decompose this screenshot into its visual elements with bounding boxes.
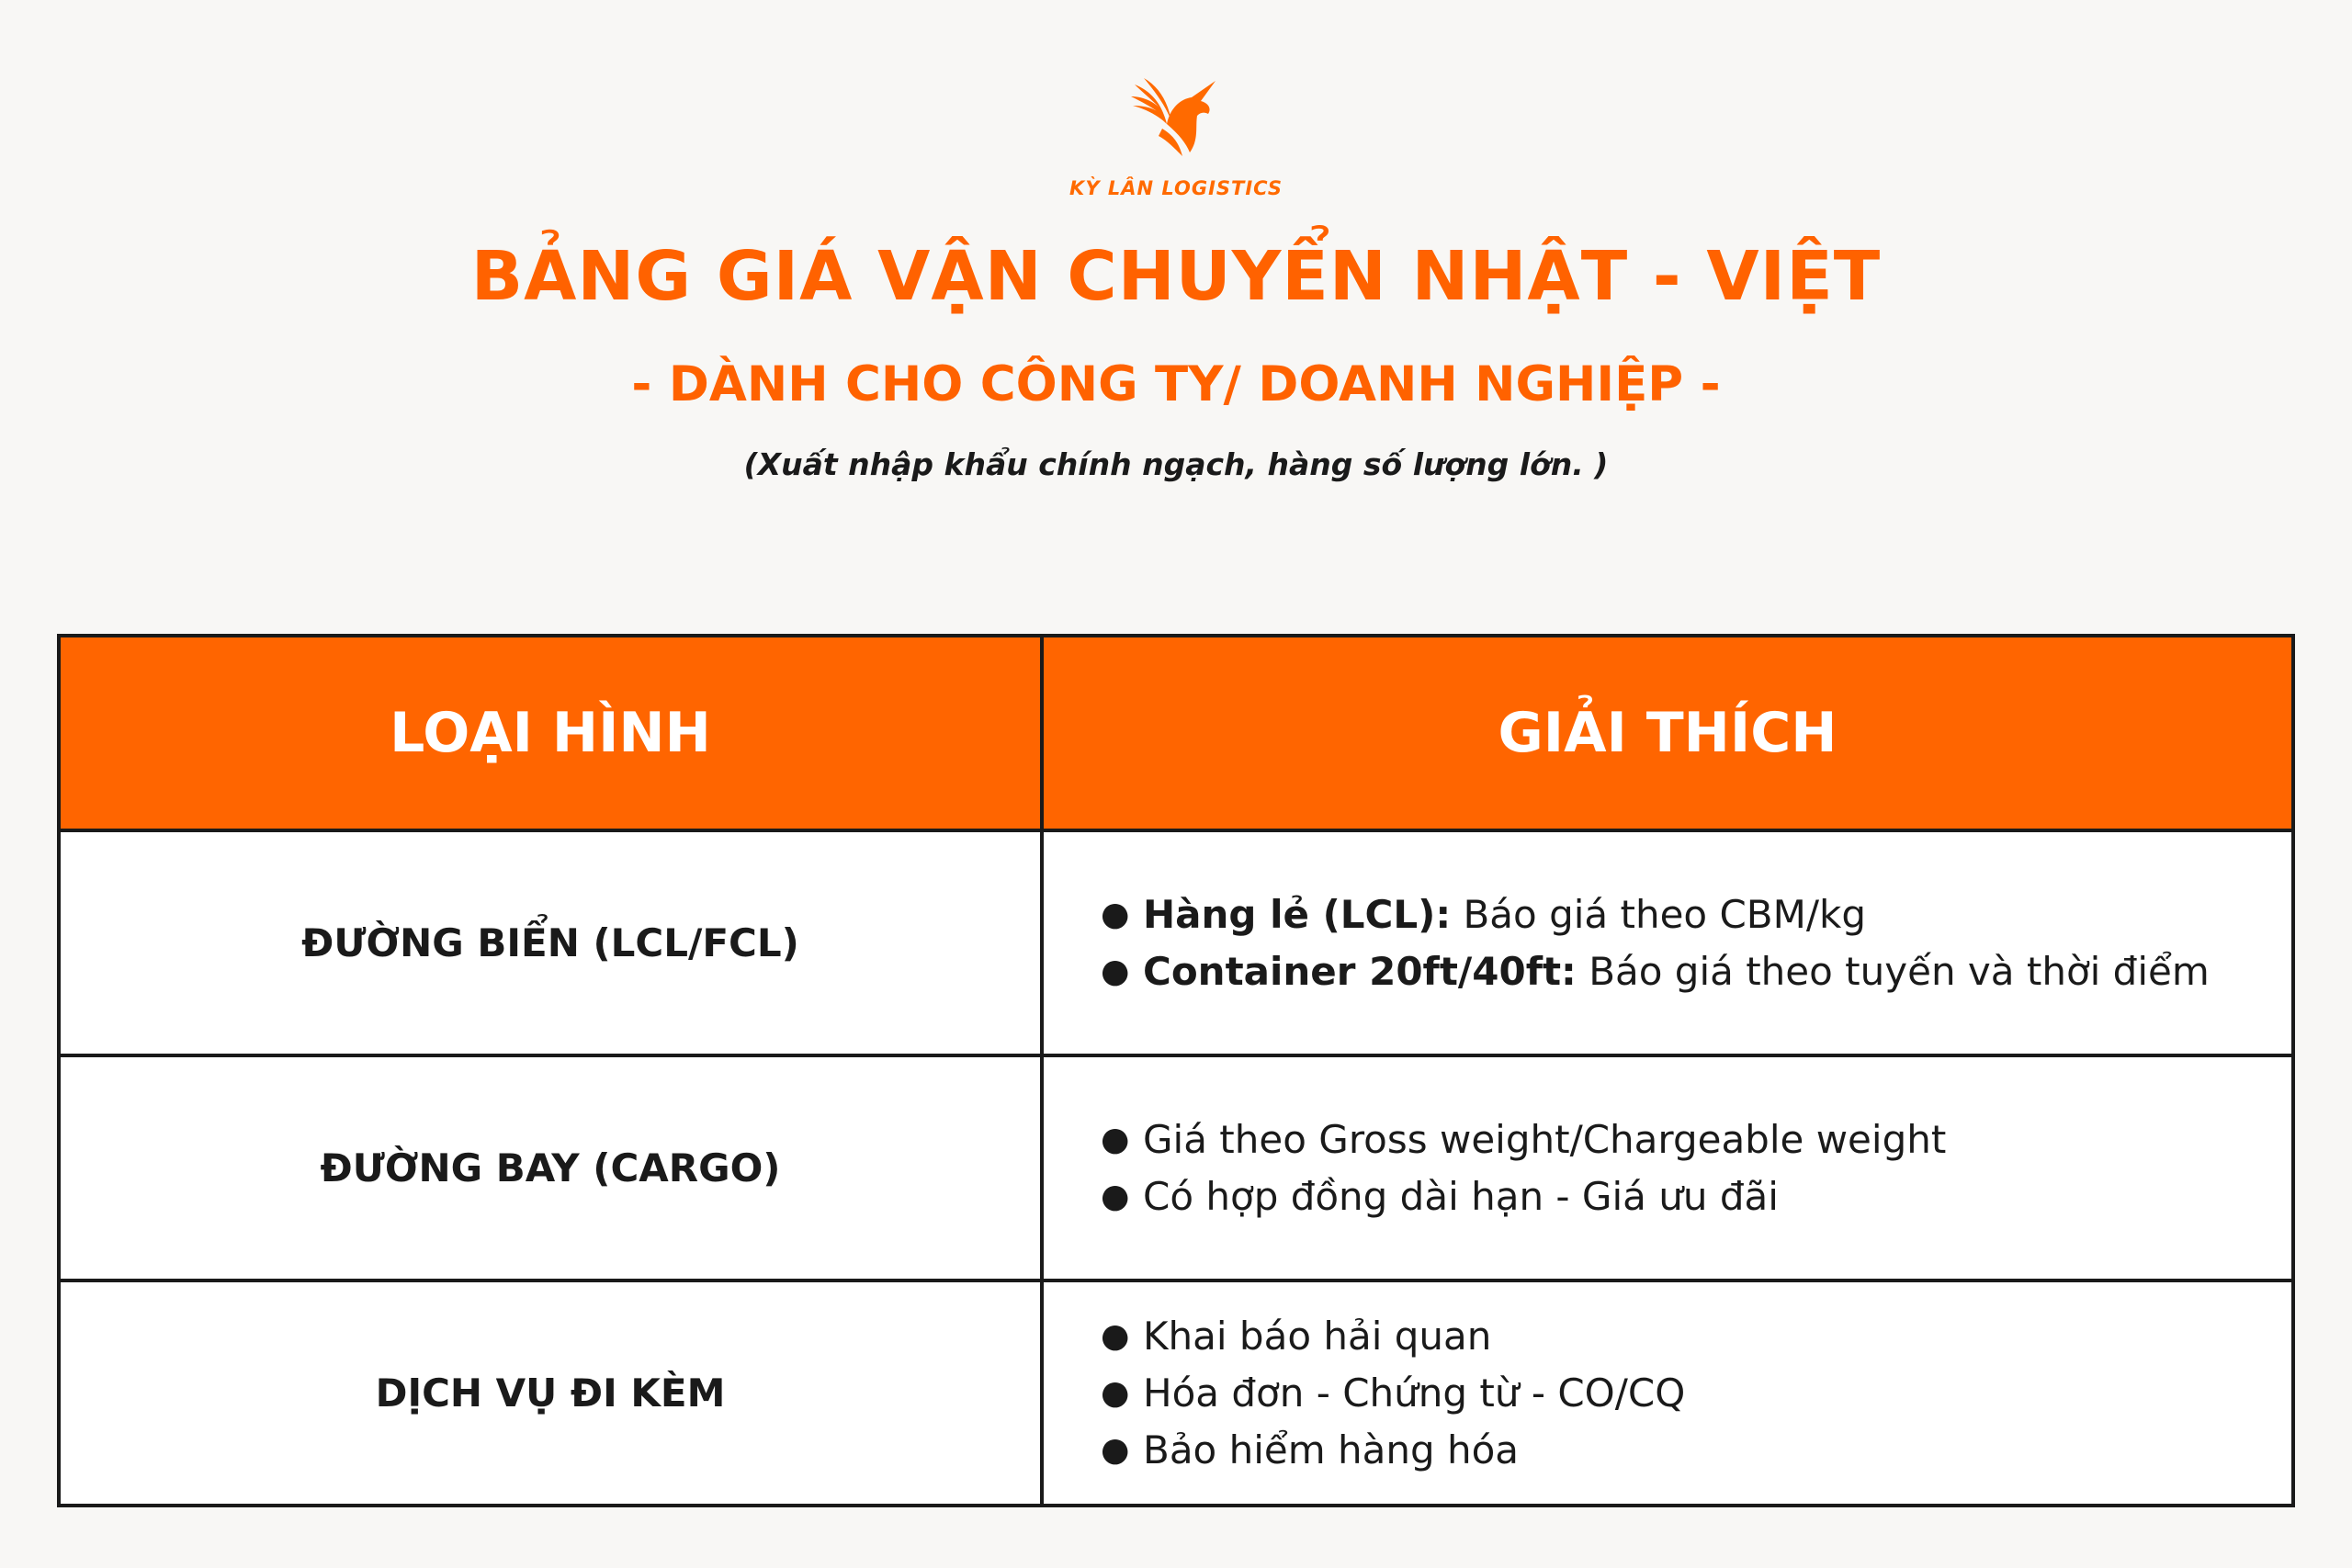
bullet-icon: ●: [1101, 1177, 1130, 1215]
item-bold-label: Hàng lẻ (LCL):: [1143, 891, 1452, 937]
list-item: [1101, 886, 2291, 943]
table-row: [59, 830, 2293, 1055]
item-text: Bảo hiểm hàng hóa: [1143, 1427, 1520, 1472]
item-text: Có hợp đồng dài hạn - Giá ưu đãi: [1143, 1173, 1779, 1219]
page-note: (Xuất nhập khẩu chính ngạch, hàng số lượng lớn. ): [743, 446, 1609, 482]
column-header-type: LOẠI HÌNH: [59, 636, 1042, 830]
list-item: [1101, 1111, 2291, 1168]
table-row: [59, 1280, 2293, 1506]
item-text: Báo giá theo tuyến và thời điểm: [1576, 948, 2210, 994]
row-description: [1042, 830, 2293, 1055]
bullet-icon: ●: [1101, 1373, 1130, 1412]
description-list: [1101, 1111, 2291, 1225]
item-text: Giá theo Gross weight/Chargeable weight: [1143, 1116, 1947, 1162]
page-subtitle: - DÀNH CHO CÔNG TY/ DOANH NGHIỆP -: [631, 356, 1721, 412]
item-text: Hóa đơn - Chứng từ - CO/CQ: [1143, 1370, 1686, 1416]
list-item: [1101, 943, 2291, 1000]
list-item: [1101, 1168, 2291, 1225]
row-type-services: DỊCH VỤ ĐI KÈM: [59, 1280, 1042, 1506]
bullet-icon: ●: [1101, 952, 1130, 990]
bullet-icon: ●: [1101, 895, 1130, 933]
bullet-icon: ●: [1101, 1316, 1130, 1355]
brand-name: KỲ LÂN LOGISTICS: [1069, 177, 1283, 199]
list-item: [1101, 1365, 2291, 1422]
row-description: [1042, 1280, 2293, 1506]
item-text: Báo giá theo CBM/kg: [1451, 891, 1866, 937]
table-header-row: [59, 636, 2293, 830]
description-list: [1101, 1308, 2291, 1479]
item-bold-label: Container 20ft/40ft:: [1143, 948, 1577, 994]
row-description: [1042, 1055, 2293, 1280]
description-list: [1101, 886, 2291, 1000]
table-row: [59, 1055, 2293, 1280]
row-type-sea: ĐƯỜNG BIỂN (LCL/FCL): [59, 830, 1042, 1055]
page-title: BẢNG GIÁ VẬN CHUYỂN NHẬT - VIỆT: [470, 237, 1882, 316]
column-header-explanation: GIẢI THÍCH: [1042, 636, 2293, 830]
bullet-icon: ●: [1101, 1120, 1130, 1158]
row-type-air: ĐƯỜNG BAY (CARGO): [59, 1055, 1042, 1280]
price-table: [57, 634, 2295, 1507]
item-text: Khai báo hải quan: [1143, 1313, 1492, 1359]
list-item: [1101, 1308, 2291, 1365]
bullet-icon: ●: [1101, 1430, 1130, 1469]
list-item: [1101, 1422, 2291, 1479]
